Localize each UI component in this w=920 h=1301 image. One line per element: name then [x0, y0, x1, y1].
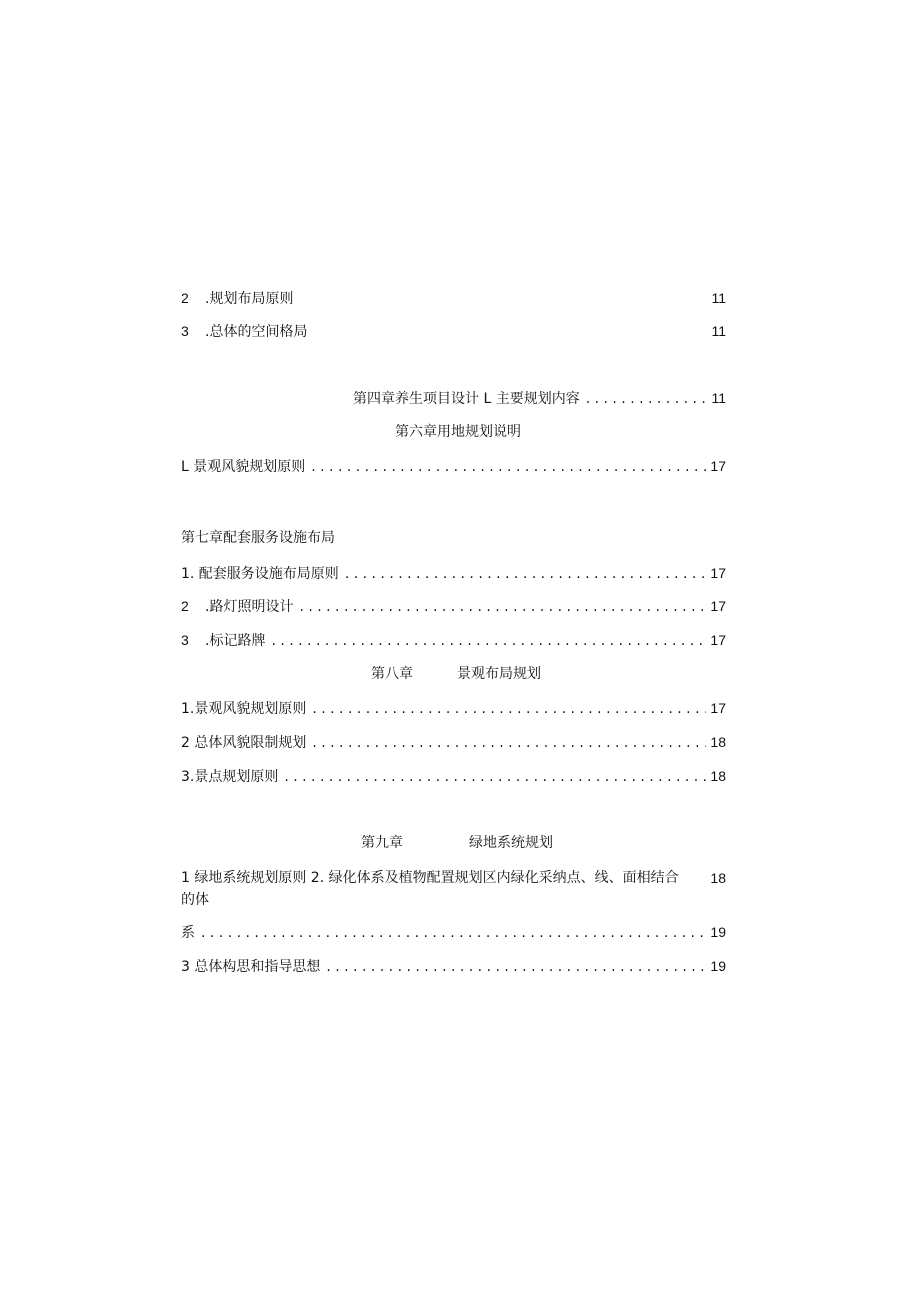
page-number: 19	[710, 958, 726, 974]
entry-number: 3	[181, 632, 189, 648]
entry-title: 1. 配套服务设施布局原则	[181, 566, 339, 582]
entry-title: 3 总体构思和指导思想	[181, 959, 321, 975]
entry-title: 第四章养生项目设计 L 主要规划内容	[353, 391, 580, 407]
entry-number: 2	[181, 290, 189, 306]
entry-title: .规划布局原则	[205, 291, 294, 307]
toc-entry	[181, 920, 726, 944]
dot-leader	[201, 921, 706, 945]
entry-title: 1 绿地系统规划原则 2. 绿化体系及植物配置规划区内绿化采纳点、线、面相结合的体	[181, 870, 679, 908]
chapter-number: 第八章	[371, 666, 413, 682]
toc-entry	[181, 454, 726, 478]
page-number: 18	[710, 870, 726, 886]
page-number: 17	[710, 598, 726, 614]
page-number: 17	[710, 700, 726, 716]
dot-leader	[311, 455, 706, 479]
toc-entry	[181, 561, 726, 585]
page-number: 11	[711, 290, 726, 306]
chapter-heading	[371, 662, 671, 686]
toc-entry	[181, 628, 726, 652]
entry-title: .总体的空间格局	[205, 324, 308, 340]
entry-title: 1.景观风貌规划原则	[181, 701, 307, 717]
toc-entry	[181, 764, 726, 788]
chapter-title: 绿地系统规划	[469, 835, 553, 851]
entry-title: .路灯照明设计	[205, 599, 294, 615]
toc-entry	[353, 386, 726, 410]
chapter-title: 景观布局规划	[457, 666, 541, 682]
entry-title: L 景观风貌规划原则	[181, 459, 306, 475]
toc-entry	[181, 696, 726, 720]
chapter-heading: 第六章用地规划说明	[395, 424, 521, 440]
toc-entry	[181, 954, 726, 978]
dot-leader	[284, 765, 706, 789]
toc-entry	[181, 286, 726, 310]
page-number: 17	[710, 632, 726, 648]
dot-leader	[586, 387, 708, 411]
toc-entry	[181, 594, 726, 618]
entry-title: 系	[181, 925, 195, 941]
dot-leader	[299, 595, 706, 619]
page-number: 11	[711, 323, 726, 339]
page-number: 18	[710, 768, 726, 784]
dot-leader	[312, 697, 706, 721]
page-number: 18	[710, 734, 726, 750]
chapter-heading: 第七章配套服务设施布局	[181, 530, 335, 546]
dot-leader	[271, 629, 706, 653]
toc-entry	[181, 730, 726, 754]
entry-title: 3.景点规划原则	[181, 769, 279, 785]
page-number: 19	[710, 924, 726, 940]
entry-number: 2	[181, 598, 189, 614]
chapter-number: 第九章	[361, 835, 403, 851]
entry-title: .标记路牌	[205, 633, 266, 649]
page-number: 17	[710, 565, 726, 581]
dot-leader	[312, 731, 706, 755]
chapter-heading	[361, 831, 681, 855]
toc-entry	[181, 319, 726, 343]
dot-leader	[326, 955, 706, 979]
page-number: 17	[710, 458, 726, 474]
entry-number: 3	[181, 323, 189, 339]
dot-leader	[345, 562, 707, 586]
entry-title: 2 总体风貌限制规划	[181, 735, 307, 751]
page-number: 11	[711, 390, 726, 406]
toc-entry	[181, 867, 726, 911]
